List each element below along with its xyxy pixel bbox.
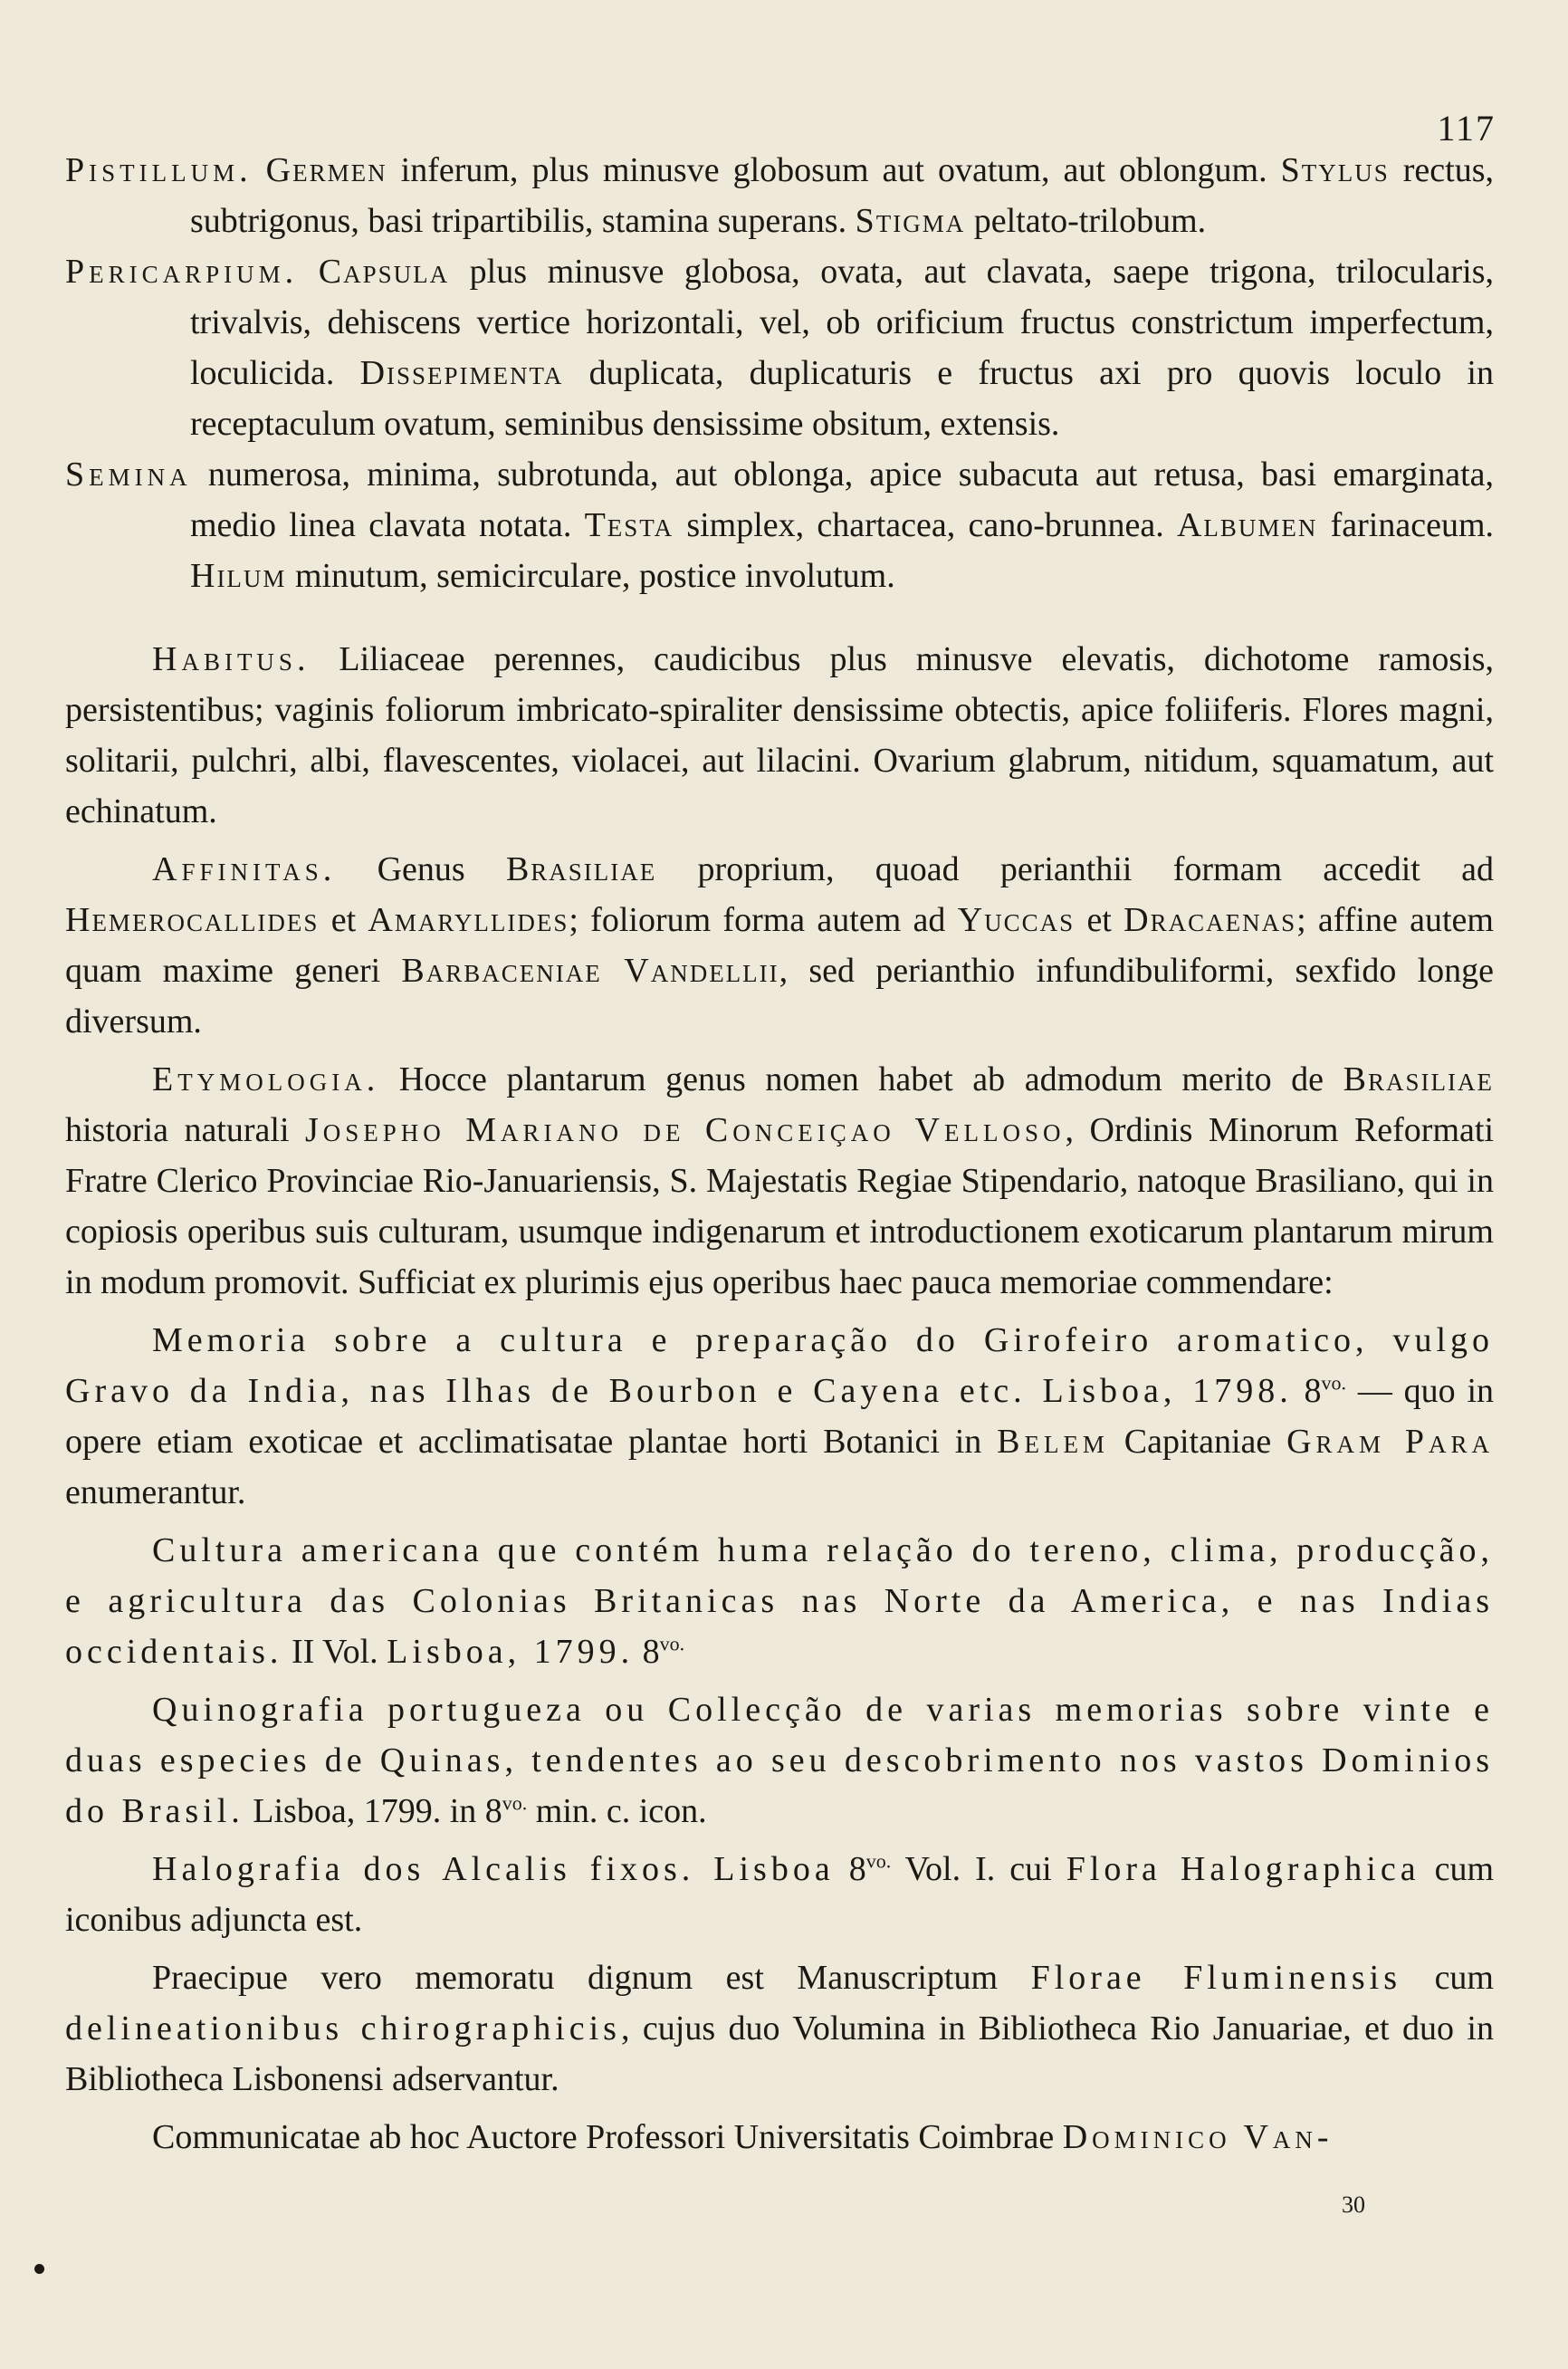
cultura-run-1: II Vol. bbox=[282, 1633, 387, 1671]
paragraph-halografia bbox=[65, 1844, 1494, 1945]
etymologia-run-5: , Ordinis Minorum Reformati Fratre Clerico Provinciae Rio-Januariensis, S. Majestatis Regiae Stipendario, natoque Brasiliano, qui in copiosis operibus suis culturam, usumque indigenarum et introductionem exoticarum plantarum mirum in modum promovit. Sufficiat ex plurimis ejus operibus haec pauca memoriae commendare: bbox=[65, 1111, 1495, 1301]
margin-dot bbox=[34, 2264, 44, 2274]
affinitas-run-11: ; affine autem quam maxime generi bbox=[65, 901, 1494, 990]
praecipue-run-1: Florae Fluminensis bbox=[1030, 1959, 1402, 1997]
cultura-run-0: Cultura americana que contém huma relação do tereno, clima, producção, e agricultura das Colonias Britanicas nas Norte da America, e nas Indias occidentais. bbox=[65, 1531, 1494, 1671]
paragraph-etymologia bbox=[65, 1054, 1494, 1308]
paragraph-cultura bbox=[65, 1525, 1494, 1677]
pistillum-run-3: inferum, plus minusve globosum aut ovatum, aut oblongum. bbox=[387, 151, 1281, 189]
paragraph-pericarpium bbox=[65, 246, 1494, 449]
memoria-run-3: — quo in opere etiam exoticae et acclimatisatae plantae horti Botanici in bbox=[65, 1372, 1494, 1461]
memoria-run-2: vo. bbox=[1321, 1371, 1347, 1395]
etymologia-run-2: Brasiliae bbox=[1343, 1060, 1494, 1098]
paragraph-memoria bbox=[65, 1315, 1494, 1518]
memoria-run-0: Memoria sobre a cultura e preparação do Girofeiro aromatico, vulgo Gravo da India, nas Ilhas de Bourbon e Cayena etc. Lisboa, 1798. bbox=[65, 1321, 1494, 1410]
etymologia-run-1: Hocce plantarum genus nomen habet ab admodum merito de bbox=[379, 1060, 1343, 1098]
pistillum-run-0: Pistillum. bbox=[65, 151, 253, 189]
habitus-run-0: Habitus. bbox=[152, 640, 311, 678]
memoria-run-5: Capitaniae bbox=[1108, 1423, 1287, 1461]
semina-run-6: Hilum bbox=[190, 557, 287, 595]
affinitas-run-0: Affinitas. bbox=[152, 850, 337, 888]
memoria-run-1: 8 bbox=[1292, 1372, 1322, 1410]
paragraph-affinitas bbox=[65, 844, 1494, 1047]
affinitas-run-2: Brasiliae bbox=[505, 850, 657, 888]
memoria-run-4: Belem bbox=[997, 1423, 1109, 1461]
affinitas-run-9: et bbox=[1075, 901, 1124, 939]
pericarpium-run-0: Pericarpium. bbox=[65, 253, 299, 291]
affinitas-run-5: et bbox=[319, 901, 368, 939]
pericarpium-run-1 bbox=[298, 253, 319, 291]
memoria-run-7: enumerantur. bbox=[65, 1473, 246, 1511]
quinografia-run-1: Lisboa, 1799. in 8 bbox=[244, 1792, 502, 1830]
semina-run-3: simplex, chartacea, cano-brunnea. bbox=[674, 506, 1177, 544]
affinitas-run-8: Yuccas bbox=[957, 901, 1076, 939]
habitus-run-1: Liliaceae perennes, caudicibus plus minusve elevatis, dichotome ramosis, persistentibus; vaginis foliorum imbricato-spiraliter densissime obtectis, apice foliiferis. Flores magni, solitarii, pulchri, albi, flavescentes, violacei, aut lilacini. Ovarium glabrum, nitidum, squamatum, aut echinatum. bbox=[65, 640, 1494, 830]
semina-run-4: Albumen bbox=[1176, 506, 1318, 544]
pericarpium-run-5: duplicata, duplicaturis e fructus axi pro quovis loculo in receptaculum ovatum, seminibus densissime obsitum, extensis. bbox=[190, 354, 1494, 443]
semina-run-7: minutum, semicirculare, postice involutum. bbox=[286, 557, 895, 595]
cultura-run-4: vo. bbox=[659, 1632, 685, 1655]
halografia-run-5: cum iconibus adjuncta est. bbox=[65, 1850, 1494, 1939]
quinografia-run-3: min. c. icon. bbox=[527, 1792, 707, 1830]
semina-run-5: farinaceum. bbox=[1317, 506, 1494, 544]
etymologia-run-4: Josepho Mariano de Conceiçao Velloso bbox=[304, 1111, 1066, 1149]
praecipue-run-3: delineationibus chirographicis bbox=[65, 2009, 621, 2048]
etymologia-run-0: Etymologia. bbox=[152, 1060, 380, 1098]
signature-mark: 30 bbox=[1342, 2192, 1365, 2218]
semina-run-0: Semina bbox=[65, 456, 192, 494]
pistillum-run-7: peltato-trilobum. bbox=[965, 202, 1207, 240]
semina-run-1: numerosa, minima, subrotunda, aut oblonga, apice subacuta aut retusa, basi emarginata, medio linea clavata notata. bbox=[190, 456, 1494, 544]
cultura-run-2: Lisboa, 1799. bbox=[387, 1633, 635, 1671]
cultura-run-3: 8 bbox=[634, 1633, 660, 1671]
quinografia-run-0: Quinografia portugueza ou Collecção de varias memorias sobre vinte e duas especies de Quinas, tendentes ao seu descobrimento nos vastos Dominios do Brasil. bbox=[65, 1691, 1494, 1830]
communicatae-run-1: Dominico Van- bbox=[1062, 2118, 1334, 2156]
affinitas-run-7: ; foliorum forma autem ad bbox=[569, 901, 958, 939]
pericarpium-run-4: Dissepimenta bbox=[359, 354, 564, 392]
page-number: 117 bbox=[1437, 108, 1496, 149]
affinitas-run-13: , sed perianthio infundibuliformi, sexfido longe diversum. bbox=[65, 952, 1494, 1041]
affinitas-run-10: Dracaenas bbox=[1123, 901, 1297, 939]
paragraph-communicatae bbox=[65, 2112, 1494, 2163]
paragraph-pistillum bbox=[65, 145, 1494, 246]
pericarpium-run-2: Capsula bbox=[318, 253, 450, 291]
memoria-run-6: Gram Para bbox=[1286, 1423, 1494, 1461]
affinitas-run-4: Hemerocallides bbox=[65, 901, 320, 939]
etymologia-run-3: historia naturali bbox=[65, 1111, 305, 1149]
pistillum-run-4: Stylus bbox=[1280, 151, 1390, 189]
quinografia-run-2: vo. bbox=[502, 1791, 528, 1815]
halografia-run-3: Vol. I. cui bbox=[891, 1850, 1066, 1888]
communicatae-run-0: Communicatae ab hoc Auctore Professori Universitatis Coimbrae bbox=[152, 2118, 1063, 2156]
praecipue-run-0: Praecipue vero memoratu dignum est Manuscriptum bbox=[152, 1959, 1031, 1997]
affinitas-run-12: Barbaceniae Vandellii bbox=[401, 952, 779, 990]
pistillum-run-1 bbox=[253, 151, 266, 189]
halografia-run-0: Halografia dos Alcalis fixos. Lisboa bbox=[152, 1850, 835, 1888]
pistillum-run-6: Stigma bbox=[855, 202, 966, 240]
affinitas-run-1: Genus bbox=[336, 850, 506, 888]
page-body bbox=[65, 145, 1494, 2163]
pericarpium-run-3: plus minusve globosa, ovata, aut clavata, saepe trigona, trilocularis, trivalvis, dehiscens vertice horizontali, vel, ob orificium fructus constrictum imperfectum, loculicida. bbox=[190, 253, 1495, 392]
paragraph-praecipue bbox=[65, 1952, 1494, 2105]
pistillum-run-2: Germen bbox=[265, 151, 387, 189]
pistillum-run-5: rectus, subtrigonus, basi tripartibilis, stamina superans. bbox=[190, 151, 1494, 240]
paragraph-habitus bbox=[65, 634, 1494, 837]
paragraph-semina bbox=[65, 449, 1494, 601]
halografia-run-4: Flora Halographica bbox=[1066, 1850, 1420, 1888]
halografia-run-1: 8 bbox=[834, 1850, 866, 1888]
semina-run-2: Testa bbox=[584, 506, 674, 544]
praecipue-run-2: cum bbox=[1401, 1959, 1494, 1997]
affinitas-run-6: Amaryllides bbox=[368, 901, 569, 939]
halografia-run-2: vo. bbox=[865, 1849, 892, 1873]
affinitas-run-3: proprium, quoad perianthii formam accedit ad bbox=[656, 850, 1494, 888]
praecipue-run-4: , cujus duo Volumina in Bibliotheca Rio Januariae, et duo in Bibliotheca Lisbonensi adservantur. bbox=[65, 2009, 1494, 2098]
paragraph-quinografia bbox=[65, 1684, 1494, 1837]
